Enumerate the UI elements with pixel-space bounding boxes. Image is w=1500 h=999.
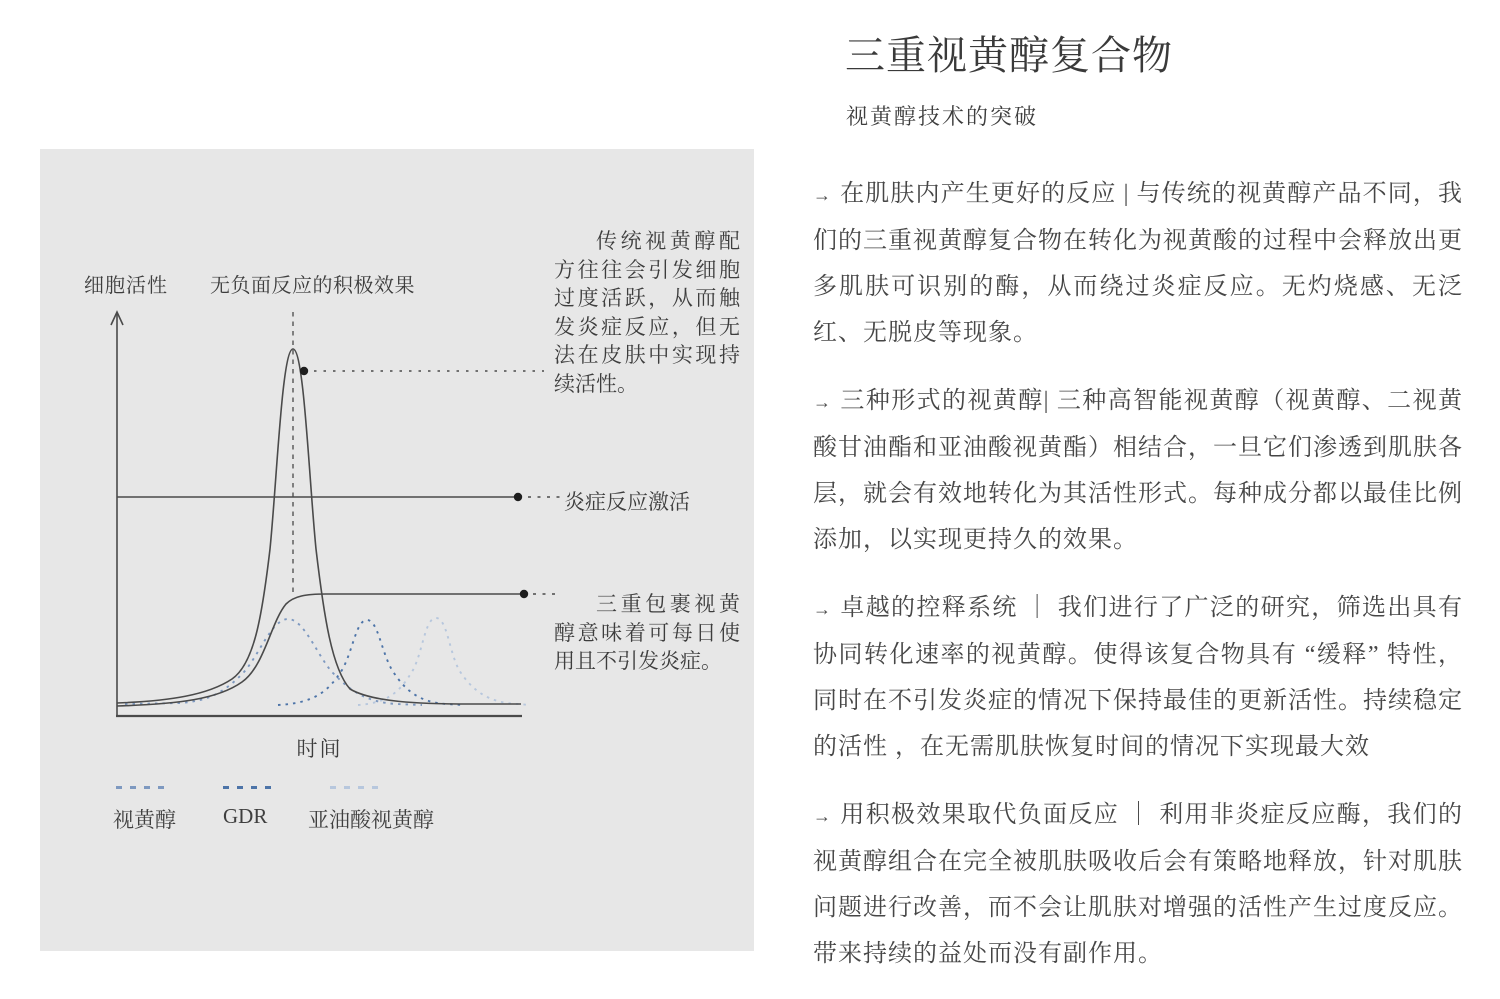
linoleate-bell-curve bbox=[358, 618, 530, 705]
right-arrow-icon: → bbox=[813, 392, 831, 412]
right-arrow-icon: → bbox=[813, 806, 831, 826]
paragraph-controlled-release bbox=[813, 585, 1463, 770]
paragraph-text: 卓越的控释系统 ｜ 我们进行了广泛的研究，筛选出具有协同转化速率的视黄醇。使得该复合物具有 “缓释” 特性，同时在不引发炎症的情况下保持最佳的更新活性。持续稳定的活性 ，在无需肌肤恢复时间的情况下实现最大效 bbox=[813, 595, 1463, 760]
annotation-traditional-retinol: 传统视黄醇配方往往会引发细胞过度活跃，从而触发炎症反应，但无法在皮肤中实现持续活性。 bbox=[554, 229, 740, 396]
legend-item-gdr bbox=[223, 786, 271, 829]
paragraph-text: 三种形式的视黄醇| 三种高智能视黄醇（视黄醇、二视黄酸甘油酯和亚油酸视黄酯）相结合，一旦它们渗透到肌肤各层，就会有效地转化为其活性形式。每种成分都以最佳比例添加，以实现更持久的效果。 bbox=[813, 388, 1463, 553]
traditional-retinol-curve bbox=[117, 349, 521, 704]
gdr-bell-curve bbox=[278, 620, 464, 705]
inflammation-threshold-dot bbox=[514, 493, 522, 501]
annotation-triple-retinol: 三重包裹视黄醇意味着可每日使用且不引发炎症。 bbox=[554, 592, 740, 674]
paragraph-text: 用积极效果取代负面反应 ｜ 利用非炎症反应酶，我们的视黄醇组合在完全被肌肤吸收后会有策略地释放，针对肌肤问题进行改善，而不会让肌肤对增强的活性产生过度反应。带来持续的益处而没有副作用。 bbox=[813, 802, 1463, 967]
y-axis-label: 细胞活性 bbox=[84, 275, 168, 297]
legend-item-linoleate bbox=[308, 786, 434, 834]
right-arrow-icon: → bbox=[813, 599, 831, 619]
page-subtitle: 视黄醇技术的突破 bbox=[846, 104, 1039, 129]
legend-label: 亚油酸视黄醇 bbox=[308, 808, 434, 832]
traditional-curve-dot bbox=[300, 367, 308, 375]
chart-title: 无负面反应的积极效果 bbox=[210, 275, 415, 297]
retinol-dash-swatch bbox=[116, 786, 176, 789]
paragraph-three-forms bbox=[813, 378, 1463, 563]
legend-label: GDR bbox=[223, 804, 268, 828]
paragraph-text: 在肌肤内产生更好的反应 | 与传统的视黄醇产品不同，我们的三重视黄醇复合物在转化为视黄酸的过程中会释放出更多肌肤可识别的酶，从而绕过炎症反应。无灼烧感、无泛红、无脱皮等现象。 bbox=[813, 181, 1463, 346]
triple-retinol-plateau-curve bbox=[117, 594, 524, 706]
plateau-end-dot bbox=[520, 590, 528, 598]
inflammation-threshold-label: 炎症反应激活 bbox=[564, 490, 690, 514]
page-title: 三重视黄醇复合物 bbox=[845, 33, 1173, 78]
linoleate-dash-swatch bbox=[330, 786, 434, 789]
retinol-chart-panel bbox=[40, 149, 754, 951]
paragraph-positive-effects bbox=[813, 792, 1463, 977]
x-axis-label: 时间 bbox=[296, 737, 343, 761]
right-arrow-icon: → bbox=[813, 185, 831, 205]
gdr-dash-swatch bbox=[223, 786, 271, 789]
body-copy bbox=[813, 171, 1463, 999]
legend-label: 视黄醇 bbox=[113, 808, 176, 832]
legend-item-retinol bbox=[113, 786, 176, 834]
paragraph-better-reaction bbox=[813, 171, 1463, 356]
